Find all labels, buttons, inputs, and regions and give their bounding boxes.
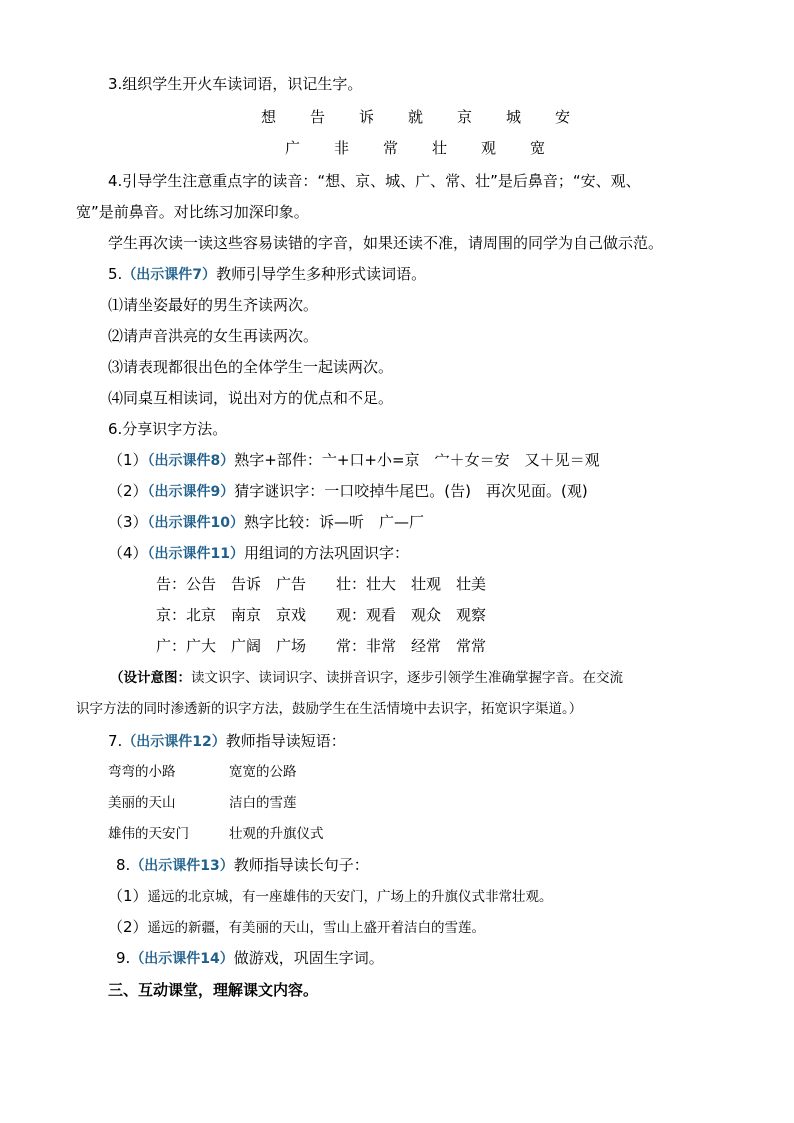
courseware-tag: （出示课件8） [147, 453, 235, 469]
step-text: 做游戏，巩固生字词。 [233, 949, 384, 967]
word-group: 常：非常 经常 常常 [336, 637, 487, 655]
step-num: 7. [108, 732, 123, 750]
step-7 [108, 731, 346, 752]
char-row-2 [268, 138, 562, 158]
method-1 [108, 450, 600, 471]
phrase-row [108, 793, 297, 813]
char: 广 [284, 139, 300, 157]
courseware-tag: （出示课件10） [147, 515, 245, 531]
step-4-line1: 4.引导学生注意重点字的读音：“想、京、城、广、常、壮”是后鼻音；“安、观、 [108, 172, 641, 190]
step-6: 6.分享识字方法。 [108, 420, 228, 438]
word-group: 告：公告 告诉 广告 [156, 575, 307, 593]
step-8 [116, 855, 369, 876]
design-text: 读文识字、读词识字、读拼音识字，逐步引领学生准确掌握字音。在交流 [191, 670, 623, 686]
char: 安 [554, 108, 570, 126]
sentence-num: （2） [108, 918, 148, 936]
step-text: 教师指导读短语： [225, 732, 346, 750]
word-group: 观：观看 观众 观察 [336, 606, 487, 624]
method-num: （1） [108, 451, 148, 469]
design-open: （ [110, 670, 124, 686]
method-text: 熟字+部件：亠+口+小=京 宀＋女＝安 又＋见＝观 [234, 451, 600, 469]
courseware-tag: （出示课件14） [130, 951, 234, 967]
word-row [156, 605, 486, 625]
method-num: （2） [108, 482, 148, 500]
step-3: 3.组织学生开火车读词语，识记生字。 [108, 75, 363, 93]
sentence-2 [108, 917, 485, 938]
step-num: 8. [116, 856, 131, 874]
phrase: 弯弯的小路 [108, 764, 176, 780]
phrase: 壮观的升旗仪式 [229, 826, 324, 842]
char: 常 [382, 139, 398, 157]
phrase-row [108, 762, 297, 782]
sentence-text: 遥远的北京城，有一座雄伟的天安门，广场上的升旗仪式非常壮观。 [147, 889, 553, 905]
method-text: 用组词的方法巩固识字： [244, 544, 410, 562]
step-9 [116, 948, 384, 969]
char: 观 [480, 139, 496, 157]
char: 告 [309, 108, 325, 126]
char: 宽 [529, 139, 545, 157]
phrase: 宽宽的公路 [229, 764, 297, 780]
word-row [156, 636, 486, 656]
sentence-num: （1） [108, 887, 148, 905]
method-num: （3） [108, 513, 148, 531]
method-3 [108, 512, 424, 533]
courseware-tag: （出示课件12） [122, 734, 226, 750]
method-text: 熟字比较：诉—听 广—厂 [244, 513, 425, 531]
method-num: （4） [108, 544, 148, 562]
design-intent-line2: 识字方法的同时渗透新的识字方法，鼓励学生在生活情境中去识字，拓宽识字渠道。） [76, 701, 583, 717]
word-row [156, 574, 486, 594]
courseware-tag: （出示课件13） [130, 858, 234, 874]
method-text: 猜字谜识字：一口咬掉牛尾巴。(告) 再次见面。(观) [234, 482, 588, 500]
word-group: 广：广大 广阔 广场 [156, 637, 307, 655]
step-num: 5. [108, 265, 123, 283]
char: 壮 [431, 139, 447, 157]
char: 诉 [358, 108, 374, 126]
phrase-row [108, 824, 324, 844]
char: 京 [456, 108, 472, 126]
courseware-tag: （出示课件7） [122, 267, 217, 283]
method-2 [108, 481, 588, 502]
char-row-1 [244, 107, 587, 127]
phrase: 美丽的天山 [108, 795, 176, 811]
word-group: 壮：壮大 壮观 壮美 [336, 575, 487, 593]
step-text: 教师指导读长句子： [233, 856, 369, 874]
phrase: 雄伟的天安门 [108, 826, 189, 842]
step-num: 9. [116, 949, 131, 967]
list-item: ⑵请声音洪亮的女生再读两次。 [108, 327, 319, 345]
list-item: ⑷同桌互相读词，说出对方的优点和不足。 [108, 389, 394, 407]
sentence-text: 遥远的新疆，有美丽的天山，雪山上盛开着洁白的雪莲。 [147, 920, 486, 936]
char: 非 [333, 139, 349, 157]
list-item: ⑶请表现都很出色的全体学生一起读两次。 [108, 358, 394, 376]
step-text: 教师引导学生多种形式读词语。 [216, 265, 427, 283]
courseware-tag: （出示课件9） [147, 484, 235, 500]
step-4-line3: 学生再次读一读这些容易读错的字音，如果还读不准，请周围的同学为自己做示范。 [108, 234, 664, 252]
char: 就 [407, 108, 423, 126]
section-heading: 三、互动课堂，理解课文内容。 [108, 981, 319, 999]
list-item: ⑴请坐姿最好的男生齐读两次。 [108, 296, 319, 314]
design-label: 设计意图： [123, 670, 191, 686]
char: 想 [260, 108, 276, 126]
word-group: 京：北京 南京 京戏 [156, 606, 307, 624]
phrase: 洁白的雪莲 [229, 795, 297, 811]
method-4 [108, 543, 409, 564]
design-intent-line1 [110, 668, 623, 688]
sentence-1 [108, 886, 553, 907]
step-4-line2: 宽”是前鼻音。对比练习加深印象。 [76, 203, 309, 221]
char: 城 [505, 108, 521, 126]
courseware-tag: （出示课件11） [147, 546, 245, 562]
step-5 [108, 264, 426, 285]
